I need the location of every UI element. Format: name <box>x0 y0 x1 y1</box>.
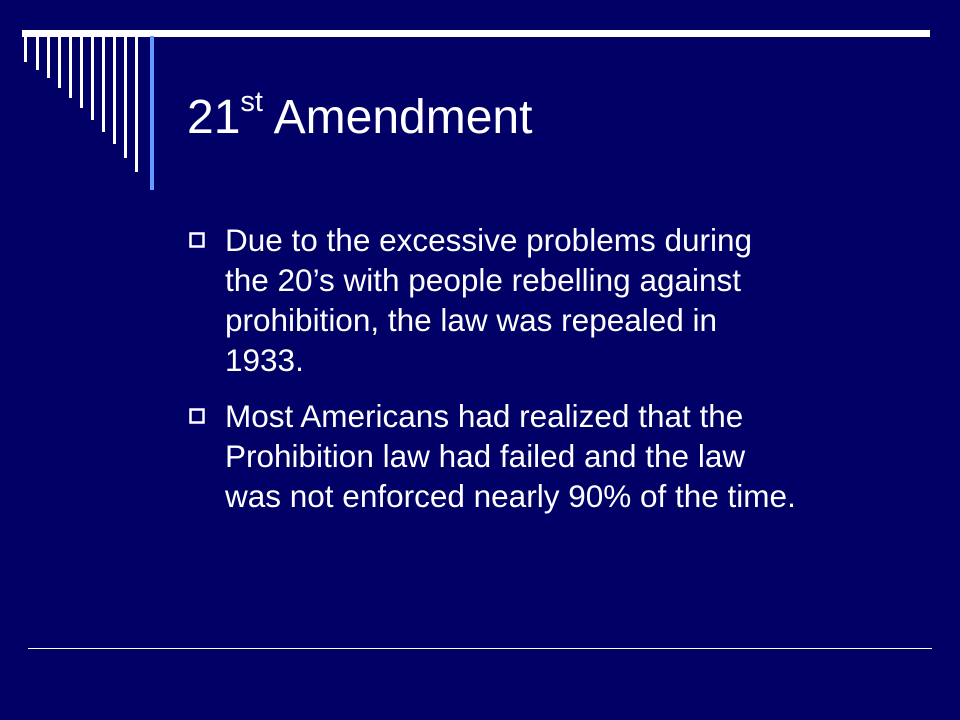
decorative-bar <box>58 36 61 88</box>
bullet-item <box>188 220 888 380</box>
decorative-bar <box>24 36 27 62</box>
decorative-bar <box>69 36 72 98</box>
decorative-bar <box>135 36 138 172</box>
hollow-square-icon <box>189 408 205 424</box>
bullet-line: 1933. <box>225 342 304 378</box>
decorative-bar <box>80 36 83 108</box>
title-text: Amendment <box>262 91 533 144</box>
decorative-bar <box>113 36 116 144</box>
slide-title <box>187 88 532 148</box>
title-superscript: st <box>240 86 263 118</box>
decorative-bar <box>47 36 50 78</box>
bullet-line: was not enforced nearly 90% of the time. <box>225 478 796 514</box>
bullet-line: Most Americans had realized that the <box>225 398 744 434</box>
bullet-list <box>188 220 888 532</box>
decorative-bar <box>150 36 154 190</box>
decorative-bar <box>124 36 127 158</box>
bullet-line: prohibition, the law was repealed in <box>225 302 718 338</box>
decorative-bars <box>0 0 200 200</box>
bullet-line: Due to the excessive problems during <box>225 222 753 258</box>
hollow-square-icon <box>189 232 205 248</box>
title-number: 21 <box>187 91 241 144</box>
bottom-rule <box>28 648 932 649</box>
bullet-line: the 20’s with people rebelling against <box>225 262 742 298</box>
decorative-bar <box>102 36 105 132</box>
bullet-item <box>188 396 888 516</box>
decorative-bar <box>91 36 94 120</box>
bullet-line: Prohibition law had failed and the law <box>225 438 746 474</box>
decorative-bar <box>36 36 39 70</box>
